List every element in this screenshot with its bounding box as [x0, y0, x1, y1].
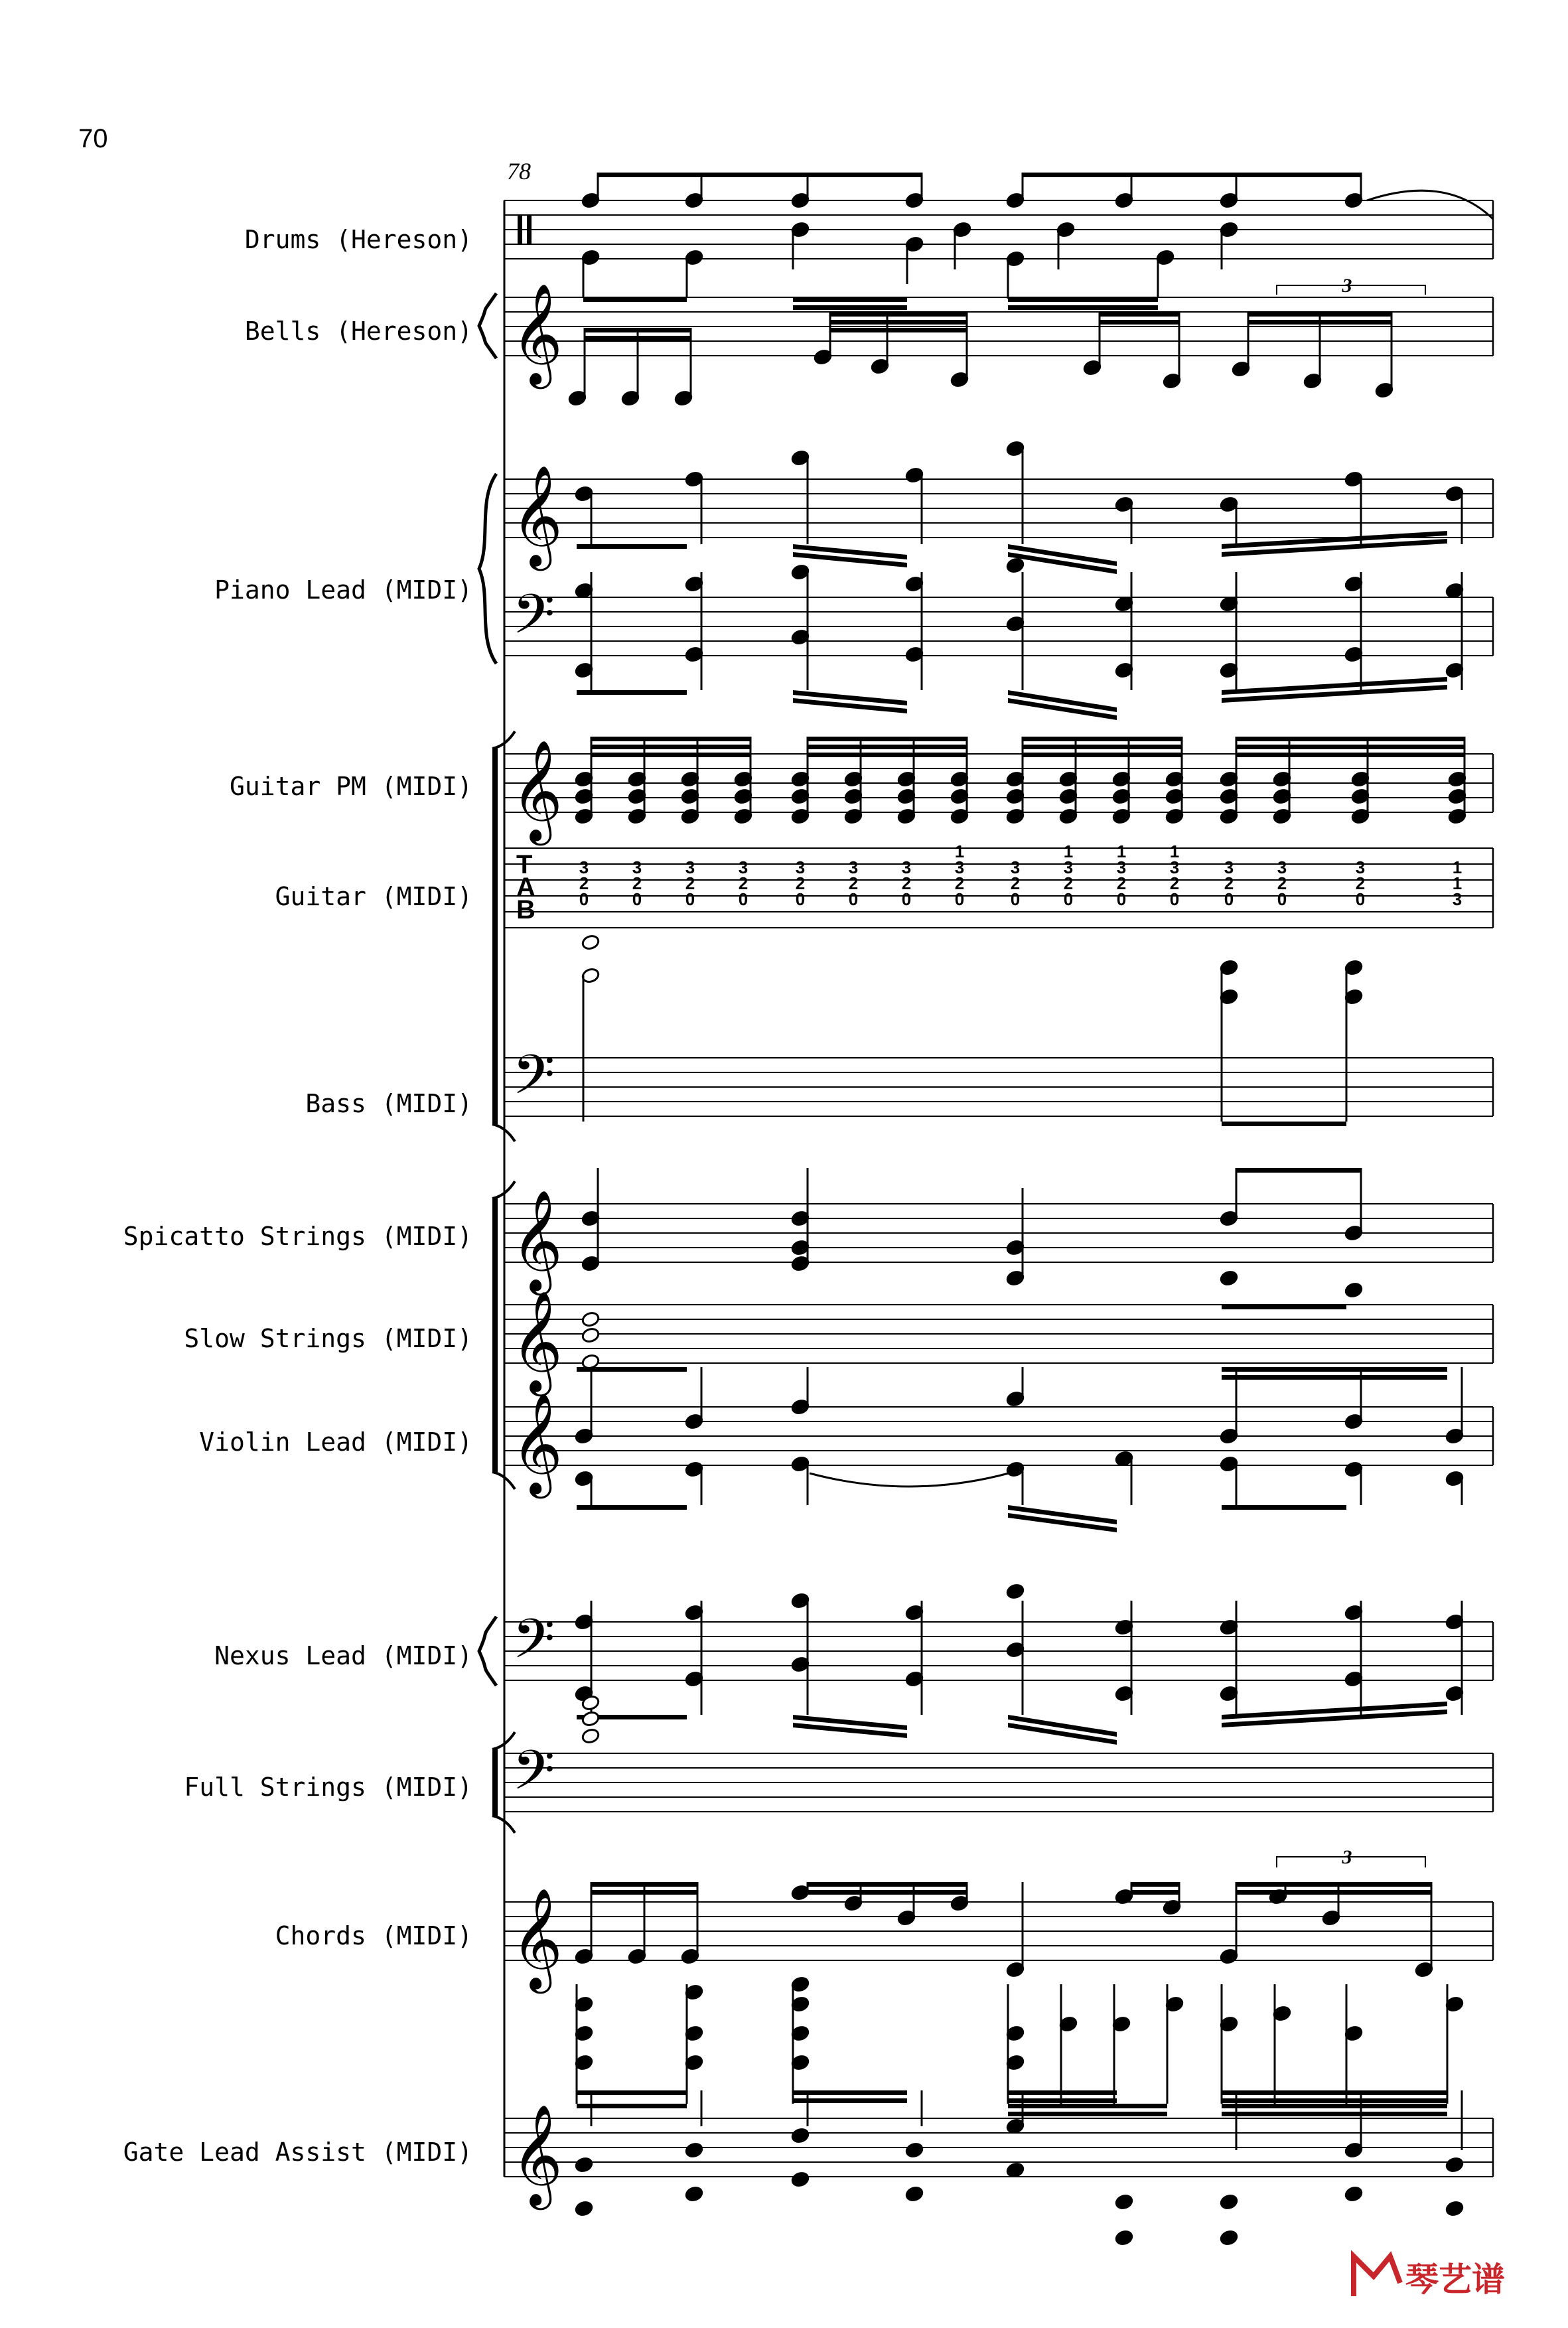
note-beam [808, 737, 967, 741]
treble-clef-icon: 𝄞 [511, 1887, 563, 1990]
note-beam [1236, 753, 1464, 757]
note-beam [585, 336, 691, 340]
treble-clef-icon: 𝄞 [511, 1392, 563, 1494]
note-head [905, 2185, 924, 2202]
note-beam [591, 1890, 697, 1895]
tab-fret-number: 3 [579, 857, 589, 877]
note-beam [1222, 1305, 1346, 1309]
full_strings-staff [504, 1738, 1493, 1816]
note-head [1006, 1583, 1025, 1599]
note-beam [830, 312, 967, 317]
note-head [581, 1710, 601, 1727]
note-beam [1222, 1505, 1346, 1510]
note-beam [1023, 745, 1182, 749]
instrument-label-guitar_pm: Guitar PM (MIDI) [229, 772, 472, 801]
tab-fret-number: 3 [1063, 857, 1074, 877]
instrument-label-chords: Chords (MIDI) [275, 1921, 472, 1950]
note-head [1220, 2229, 1239, 2246]
gate-staff [504, 2104, 1493, 2210]
note-beam [1023, 753, 1182, 757]
tab-fret-number: 2 [954, 873, 965, 893]
note-head [1115, 2193, 1134, 2210]
tab-fret-number: 0 [685, 889, 695, 909]
tab-fret-number: 2 [579, 873, 589, 893]
instrument-label-bells: Bells (Hereson) [244, 317, 472, 346]
tab-fret-number: 2 [1116, 873, 1127, 893]
tab-fret-number: 1 [1116, 841, 1127, 861]
note-head [1445, 2200, 1464, 2217]
tab-fret-number: 0 [579, 889, 589, 909]
tab-fret-number: 2 [685, 873, 695, 893]
instrument-label-guitar: Guitar (MIDI) [275, 882, 472, 911]
instrument-label-violin: Violin Lead (MIDI) [199, 1427, 472, 1457]
note-beam [598, 173, 922, 177]
tab-clef [516, 850, 535, 924]
instrument-label-spicatto: Spicatto Strings (MIDI) [123, 1222, 472, 1251]
tab-fret-number: 2 [848, 873, 859, 893]
tab-fret-number: 3 [1010, 857, 1021, 877]
note-beam [1222, 2104, 1447, 2108]
note-beam [1236, 737, 1464, 741]
note-beam [1008, 2112, 1167, 2116]
note-beam [591, 745, 750, 749]
spicatto-staff [504, 1189, 1493, 1295]
piano-brace [479, 474, 496, 664]
tab-fret-number: 0 [848, 889, 859, 909]
note-beam [1008, 297, 1158, 302]
note-beam [1023, 737, 1182, 741]
tab-fret-number: 0 [1277, 889, 1287, 909]
note-beam [1131, 1890, 1179, 1895]
tab-clef-letter: A [516, 873, 535, 902]
chords-tuplet-number: 3 [1342, 1846, 1352, 1868]
tab-fret-number: 3 [1277, 857, 1287, 877]
note-head [791, 2127, 810, 2144]
note-head [685, 2185, 704, 2202]
tab-fret-number: 2 [901, 873, 912, 893]
tab-fret-number: 3 [1116, 857, 1127, 877]
bass-clef-icon: 𝄢 [512, 1043, 555, 1120]
note-head [575, 2156, 594, 2173]
note-beam [1008, 2090, 1117, 2095]
percussion-clef-icon [518, 215, 522, 244]
tab-fret-number: 2 [632, 873, 642, 893]
drums-staff [504, 200, 1493, 259]
note-beam [1222, 2098, 1447, 2103]
treble-clef-icon: 𝄞 [511, 739, 563, 841]
guitar-staff [504, 848, 1493, 928]
tab-fret-number: 2 [1063, 873, 1074, 893]
note-beam [808, 1890, 967, 1895]
note-head [1115, 2229, 1134, 2246]
note-beam [793, 2098, 907, 2103]
tab-fret-number: 3 [685, 857, 695, 877]
watermark-text: 琴艺谱 [1405, 2260, 1505, 2299]
tab-fret-number: 0 [1063, 889, 1074, 909]
bass-clef-icon: 𝄢 [512, 1738, 555, 1816]
note-beam [577, 1505, 687, 1510]
page-number: 70 [78, 124, 108, 153]
note-beam [1236, 745, 1464, 749]
tab-fret-number: 1 [1452, 873, 1462, 893]
note-beam [577, 2090, 687, 2095]
nexus-brace [479, 1617, 496, 1686]
note-beam [808, 1882, 967, 1887]
bass-clef-icon: 𝄢 [512, 582, 555, 660]
treble-clef-icon: 𝄞 [511, 2104, 563, 2206]
tab-fret-number: 0 [954, 889, 965, 909]
tab-fret-number: 3 [1169, 857, 1180, 877]
chords-staff [504, 1887, 1493, 1994]
tab-fret-number: 0 [1169, 889, 1180, 909]
note-head [581, 1311, 601, 1327]
note-head [575, 2200, 594, 2217]
note-beam [830, 320, 967, 325]
note-head [685, 2142, 704, 2158]
tab-fret-number: 3 [1452, 889, 1462, 909]
note-beam [1222, 1367, 1447, 1372]
tab-clef-letter: T [516, 850, 533, 879]
tab-fret-number: 1 [954, 841, 965, 861]
note-beam [1023, 173, 1361, 177]
tab-fret-number: 3 [954, 857, 965, 877]
tab-fret-number: 2 [1277, 873, 1287, 893]
note-head [581, 1727, 601, 1744]
treble-clef-icon: 𝄞 [511, 1189, 563, 1291]
tab-fret-number: 1 [1169, 841, 1180, 861]
tab-fret-number: 0 [1224, 889, 1234, 909]
note-head [905, 2142, 924, 2158]
note-head [1344, 2185, 1364, 2202]
bells-tuplet-number: 3 [1342, 275, 1352, 297]
note-head [581, 934, 601, 950]
tab-fret-number: 3 [795, 857, 806, 877]
note-beam [577, 2104, 687, 2108]
tab-fret-number: 0 [901, 889, 912, 909]
note-beam [1236, 1882, 1431, 1887]
tab-fret-number: 0 [1010, 889, 1021, 909]
note-beam [1222, 2090, 1447, 2095]
instrument-label-gate: Gate Lead Assist (MIDI) [123, 2138, 472, 2167]
note-beam [1248, 312, 1391, 317]
tab-fret-number: 1 [1063, 841, 1074, 861]
tab-fret-number: 0 [795, 889, 806, 909]
tab-fret-number: 3 [738, 857, 748, 877]
tab-fret-number: 3 [1355, 857, 1366, 877]
note-beam [1008, 2104, 1167, 2108]
note-beam [830, 328, 967, 332]
note-beam [1222, 2112, 1447, 2116]
piano-lower-staff [504, 582, 1493, 660]
bass-staff [504, 1043, 1493, 1120]
note-beam [1236, 1168, 1361, 1173]
tab-fret-number: 3 [901, 857, 912, 877]
instrument-label-nexus: Nexus Lead (MIDI) [214, 1641, 472, 1670]
staves [479, 200, 1493, 2210]
note-head [1006, 557, 1025, 573]
instrument-label-bass: Bass (MIDI) [305, 1089, 472, 1118]
note-beam [577, 690, 687, 695]
note-beam [583, 297, 687, 302]
note-beam [1248, 320, 1391, 325]
tab-fret-number: 3 [848, 857, 859, 877]
treble-clef-icon: 𝄞 [511, 1290, 563, 1392]
bells-tuplet [1277, 275, 1425, 297]
measure-number: 78 [507, 158, 531, 184]
bass-clef-icon: 𝄢 [512, 1607, 555, 1684]
note-beam [808, 745, 967, 749]
note-beam [1100, 312, 1179, 317]
piano-staff [504, 465, 1493, 571]
bells-brace [479, 293, 496, 358]
notes [568, 173, 1493, 2246]
tab-fret-number: 2 [1355, 873, 1366, 893]
violin-staff [504, 1392, 1493, 1498]
tab-fret-number: 0 [738, 889, 748, 909]
chords-tuplet [1277, 1846, 1425, 1868]
tab-fret-number: 1 [1452, 857, 1462, 877]
note-beam [591, 753, 750, 757]
instrument-label-slow_strings: Slow Strings (MIDI) [184, 1324, 472, 1353]
tab-fret-number: 0 [632, 889, 642, 909]
treble-clef-icon: 𝄞 [511, 283, 563, 385]
note-beam [585, 328, 691, 332]
note-beam [1131, 1882, 1179, 1887]
note-beam [591, 1882, 697, 1887]
note-head [1220, 2193, 1239, 2210]
note-beam [808, 753, 967, 757]
tab-fret-number: 2 [1010, 873, 1021, 893]
tab-fret-number: 2 [1224, 873, 1234, 893]
note-head [1445, 2156, 1464, 2173]
instrument-label-drums: Drums (Hereson) [244, 225, 472, 254]
note-beam [1100, 320, 1179, 325]
tab-fret-number: 2 [1169, 873, 1180, 893]
percussion-clef-icon [527, 215, 532, 244]
note-head [1344, 1281, 1364, 1298]
note-beam [1222, 1375, 1447, 1380]
tab-fret-number: 3 [1224, 857, 1234, 877]
watermark-logo-icon [1354, 2256, 1400, 2296]
note-beam [793, 305, 907, 310]
note-beam [793, 2090, 907, 2095]
tab-fret-number: 2 [795, 873, 806, 893]
note-head [1006, 2161, 1025, 2178]
note-beam [577, 544, 687, 549]
tab-fret-number: 3 [632, 857, 642, 877]
note-beam [591, 737, 750, 741]
nexus-staff [504, 1607, 1493, 1684]
tab-fret-number: 2 [738, 873, 748, 893]
note-head [581, 1327, 601, 1343]
tab-fret-number: 0 [1355, 889, 1366, 909]
tab-fret-number: 0 [1116, 889, 1127, 909]
instrument-labels [123, 225, 472, 2167]
note-beam [1236, 1890, 1431, 1895]
note-head [791, 2171, 810, 2187]
instrument-label-piano: Piano Lead (MIDI) [214, 575, 472, 605]
note-head [1220, 1270, 1239, 1286]
tab-clef-letter: B [516, 895, 535, 924]
tie [810, 1473, 1009, 1487]
watermark [1354, 2256, 1505, 2299]
note-beam [1008, 2098, 1117, 2103]
treble-clef-icon: 𝄞 [511, 465, 563, 567]
instrument-label-full_strings: Full Strings (MIDI) [184, 1773, 472, 1802]
note-beam [793, 297, 907, 302]
note-beam [577, 1367, 687, 1372]
note-beam [1008, 305, 1158, 310]
note-beam [1222, 1122, 1346, 1126]
